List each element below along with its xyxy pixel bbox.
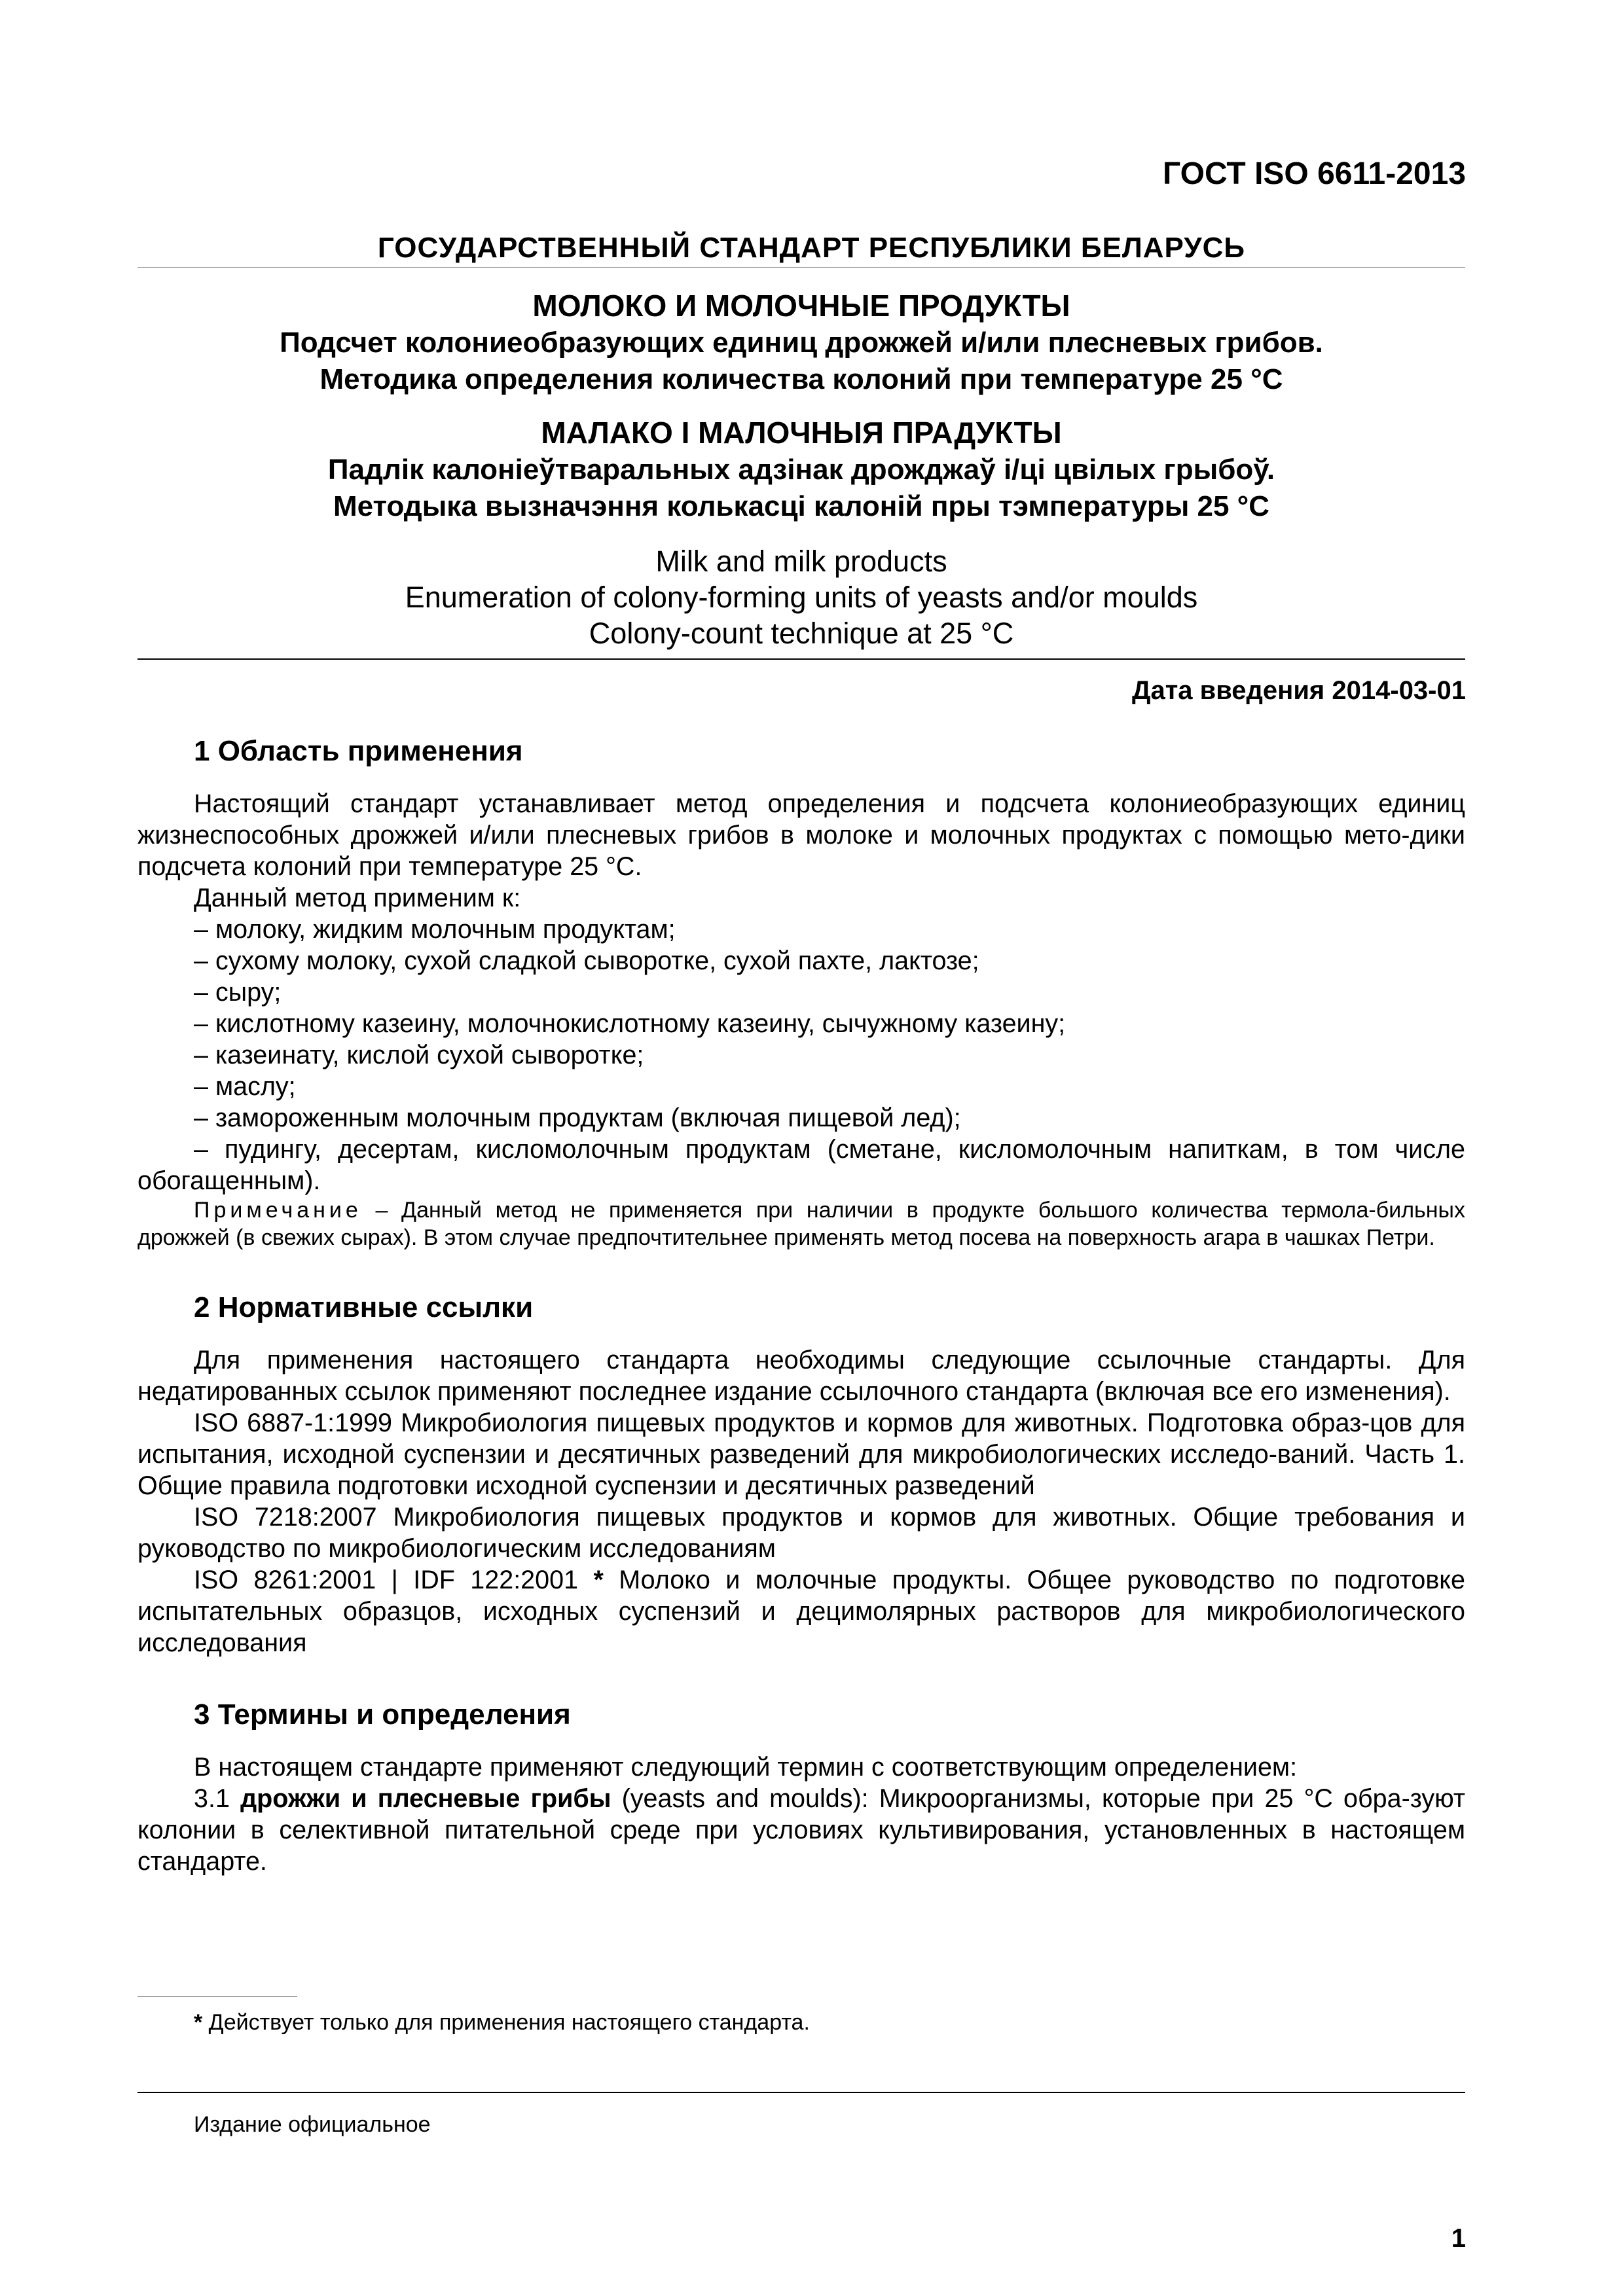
reference-iso-7218: ISO 7218:2007 Микробиология пищевых продуктов и кормов для животных. Общие требования и руководство по микробиологическим исследованиям [137, 1503, 1465, 1563]
section-2-paragraph-1: Для применения настоящего стандарта необходимы следующие ссылочные стандарты. Для недатированных ссылок применяют последнее издание ссылочного стандарта (включая все его изменения). [137, 1346, 1465, 1406]
introduction-date: Дата введения 2014-03-01 [1131, 676, 1466, 705]
title-en-line2: Enumeration of colony-forming units of yeasts and/or moulds [405, 581, 1198, 614]
document-body [137, 733, 1465, 1877]
section-3-heading: 3 Термины и определения [194, 1698, 571, 1731]
scope-list-item: – казеинату, кислой сухой сыворотке; [194, 1041, 644, 1069]
term-text: (yeasts and moulds): Микроорганизмы, которые при 25 °С обра-зуют колонии в селективной питательной среде при условиях культивирования, установленных в настоящем стандарте. [137, 1784, 1465, 1876]
title-en-line1: Milk and milk products [655, 545, 947, 578]
title-ru-line1: Подсчет колониеобразующих единиц дрожжей и/или плесневых грибов. [280, 327, 1323, 359]
title-be-main: МАЛАКО І МАЛОЧНЫЯ ПРАДУКТЫ [541, 416, 1062, 450]
reference-iso-8261 [137, 1564, 1465, 1659]
title-divider [137, 658, 1465, 660]
section-scope [137, 733, 1465, 1251]
title-ru-main: МОЛОКО И МОЛОЧНЫЕ ПРОДУКТЫ [532, 289, 1070, 323]
title-belarusian [137, 414, 1465, 525]
section-normative-references [137, 1289, 1465, 1659]
section-3-paragraph-1: В настоящем стандарте применяют следующий термин с соответствующим определением: [194, 1753, 1298, 1782]
scope-list-item: – замороженным молочным продуктам (включая пищевой лед); [194, 1103, 961, 1132]
state-standard-title: ГОСУДАРСТВЕННЫЙ СТАНДАРТ РЕСПУБЛИКИ БЕЛАРУСЬ [377, 232, 1246, 264]
scope-list-item: – маслу; [194, 1072, 296, 1101]
section-1-paragraph-1: Настоящий стандарт устанавливает метод определения и подсчета колониеобразующих единиц жизнеспособных дрожжей и/или плесневых грибов в молоке и молочных продуктах с помощью мето-дики подсчета колоний при температуре 25 °С. [137, 789, 1465, 881]
scope-note [137, 1196, 1465, 1251]
reference-iso-8261-code: ISO 8261:2001 | IDF 122:2001 [194, 1566, 594, 1594]
title-russian [137, 287, 1465, 398]
term-number: 3.1 [194, 1784, 241, 1813]
section-1-paragraph-2: Данный метод применим к: [194, 884, 521, 912]
note-label: Примечание [194, 1198, 362, 1223]
scope-list-item: – молоку, жидким молочным продуктам; [194, 915, 676, 944]
section-terms [137, 1696, 1465, 1877]
header-divider [137, 267, 1465, 268]
page-number: 1 [1451, 2224, 1466, 2253]
term-definition [137, 1783, 1465, 1877]
footnote-star: * [194, 2010, 203, 2035]
section-1-heading: 1 Область применения [194, 735, 523, 767]
footnote-marker: * [593, 1566, 604, 1594]
reference-iso-8261-title: Молоко и молочные продукты. Общее руководство по подготовке испытательных образцов, исходных суспензий и децимолярных растворов для микробиологического исследования [137, 1566, 1466, 1657]
title-ru-line2: Методика определения количества колоний при температуре 25 °С [319, 363, 1283, 395]
title-english [137, 543, 1465, 651]
footnote-divider [137, 1996, 297, 1997]
title-be-line1: Падлік калонiеўтваральных адзiнак дрожджаў і/ці цвілых грыбоў. [327, 454, 1275, 486]
reference-iso-6887: ISO 6887-1:1999 Микробиология пищевых продуктов и кормов для животных. Подготовка образ-цов для испытания, исходной суспензии и десятичных разведений для микробиологических исследо-ваний. Часть 1. Общие правила подготовки исходной суспензии и десятичных разведений [137, 1408, 1465, 1500]
footnote [194, 2010, 810, 2036]
title-be-line2: Методыка вызначэння колькасці калоній пры тэмпературы 25 °С [333, 490, 1270, 522]
scope-list-item: – сыру; [194, 978, 282, 1007]
footnote-text: Действует только для применения настоящего стандарта. [202, 2010, 810, 2035]
edition-label: Издание официальное [194, 2112, 431, 2137]
term-name: дрожжи и плесневые грибы [240, 1784, 611, 1813]
title-en-line3: Colony-count technique at 25 °C [589, 617, 1014, 650]
scope-list-item: – кислотному казеину, молочнокислотному казеину, сычужному казеину; [194, 1009, 1066, 1038]
note-text: – Данный метод не применяется при наличии в продукте большого количества термола-бильных дрожжей (в свежих сырах). В этом случае предпочтительнее применять метод посева на поверхность агара в чашках Петри. [137, 1198, 1465, 1250]
section-2-heading: 2 Нормативные ссылки [194, 1291, 534, 1323]
scope-list-item: – сухому молоку, сухой сладкой сыворотке, сухой пахте, лактозе; [194, 946, 979, 975]
footer-divider [137, 2092, 1465, 2093]
document-number: ГОСТ ISO 6611-2013 [1163, 156, 1466, 191]
scope-list-item: – пудингу, десертам, кисломолочным продуктам (сметане, кисломолочным напиткам, в том числе обогащенным). [137, 1135, 1465, 1195]
